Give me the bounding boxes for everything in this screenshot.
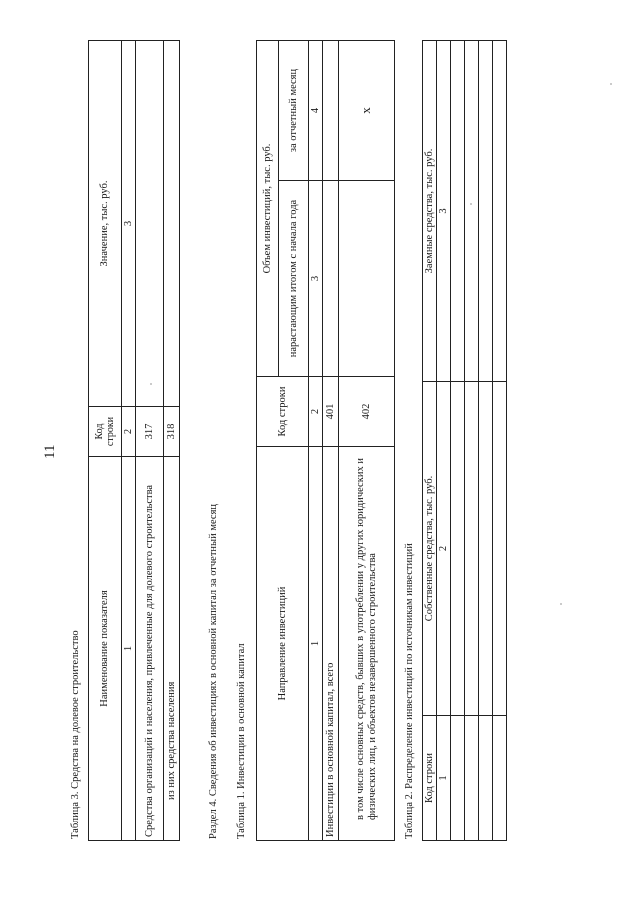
table2-cell[interactable] [451,382,465,716]
table3-header-code: Код строки [89,407,122,457]
table2-cell[interactable] [493,41,507,382]
table-row [451,41,465,841]
table1-row1-ytd[interactable] [323,181,339,377]
table3-colnum-row [122,41,136,841]
table-row [493,41,507,841]
scan-speck [560,603,562,605]
table3-row2-name: из них средства населения [164,457,180,841]
table2-title: Таблица 2. Распределение инвестиций по источникам инвестиций [404,543,415,839]
table2-header-code: Код строки [423,716,437,841]
table3-row2-code: 318 [164,407,180,457]
table3-colnum-1: 1 [122,457,136,841]
table1-header-code: Код строки [257,377,309,447]
table1-row1-code: 401 [323,377,339,447]
table-row [136,41,164,841]
table1-colnum-3: 3 [309,181,323,377]
table2-cell[interactable] [493,382,507,716]
table-row [323,41,339,841]
table3-title: Таблица 3. Средства на долевое строительство [70,630,81,839]
table1-header-row-1 [257,41,279,841]
table1-header-ytd: нарастающим итогом с начала года [279,181,309,377]
page-number: 11 [42,444,58,459]
table2-cell[interactable] [465,382,479,716]
table3-row2-value[interactable] [164,41,180,407]
table2-cell[interactable] [479,41,493,382]
table1-row2-month: х [339,41,395,181]
table2-cell[interactable] [465,41,479,382]
table2-cell[interactable] [479,716,493,841]
table2-colnum-2: 2 [437,382,451,716]
table2 [422,40,507,841]
table1-row2-name: в том числе основных средств, бывших в употреблении у других юридических и физических лиц, и объектов незавершенного строительства [339,447,395,841]
table2-colnum-1: 1 [437,716,451,841]
table1-colnum-row [309,41,323,841]
table1 [256,40,395,841]
table3 [88,40,180,841]
table2-cell[interactable] [465,716,479,841]
table2-header-row [423,41,437,841]
table3-row1-name: Средства организаций и населения, привлеченные для долевого строительства [136,457,164,841]
table3-colnum-3: 3 [122,41,136,407]
scan-speck [610,83,612,85]
table2-colnum-3: 3 [437,41,451,382]
table2-colnum-row [437,41,451,841]
table1-row2-code: 402 [339,377,395,447]
table2-cell[interactable] [493,716,507,841]
table2-header-borrowed: Заемные средства, тыс. руб. [423,41,437,382]
table3-header-value: Значение, тыс. руб. [89,41,122,407]
table2-cell[interactable] [451,41,465,382]
table2-header-own: Собственные средства, тыс. руб. [423,382,437,716]
table1-colnum-2: 2 [309,377,323,447]
table3-header-row [89,41,122,841]
scan-speck [470,203,472,205]
table1-colnum-1: 1 [309,447,323,841]
scan-speck [150,383,152,385]
table-row [164,41,180,841]
table2-cell[interactable] [451,716,465,841]
table1-header-month: за отчетный месяц [279,41,309,181]
table-row [339,41,395,841]
table1-row2-ytd[interactable] [339,181,395,377]
table1-header-volume: Объем инвестиций, тыс. руб. [257,41,279,377]
table-row [465,41,479,841]
table3-colnum-2: 2 [122,407,136,457]
table1-header-direction: Направление инвестиций [257,447,309,841]
table1-row1-name: Инвестиции в основной капитал, всего [323,447,339,841]
table3-header-name: Наименование показателя [89,457,122,841]
table1-title: Таблица 1. Инвестиции в основной капитал [236,643,247,839]
table-row [479,41,493,841]
table3-row1-value[interactable] [136,41,164,407]
section4-title: Раздел 4. Сведения об инвестициях в основной капитал за отчетный месяц [208,503,219,839]
table2-cell[interactable] [479,382,493,716]
table3-row1-code: 317 [136,407,164,457]
table1-colnum-4: 4 [309,41,323,181]
table1-row1-month[interactable] [323,41,339,181]
